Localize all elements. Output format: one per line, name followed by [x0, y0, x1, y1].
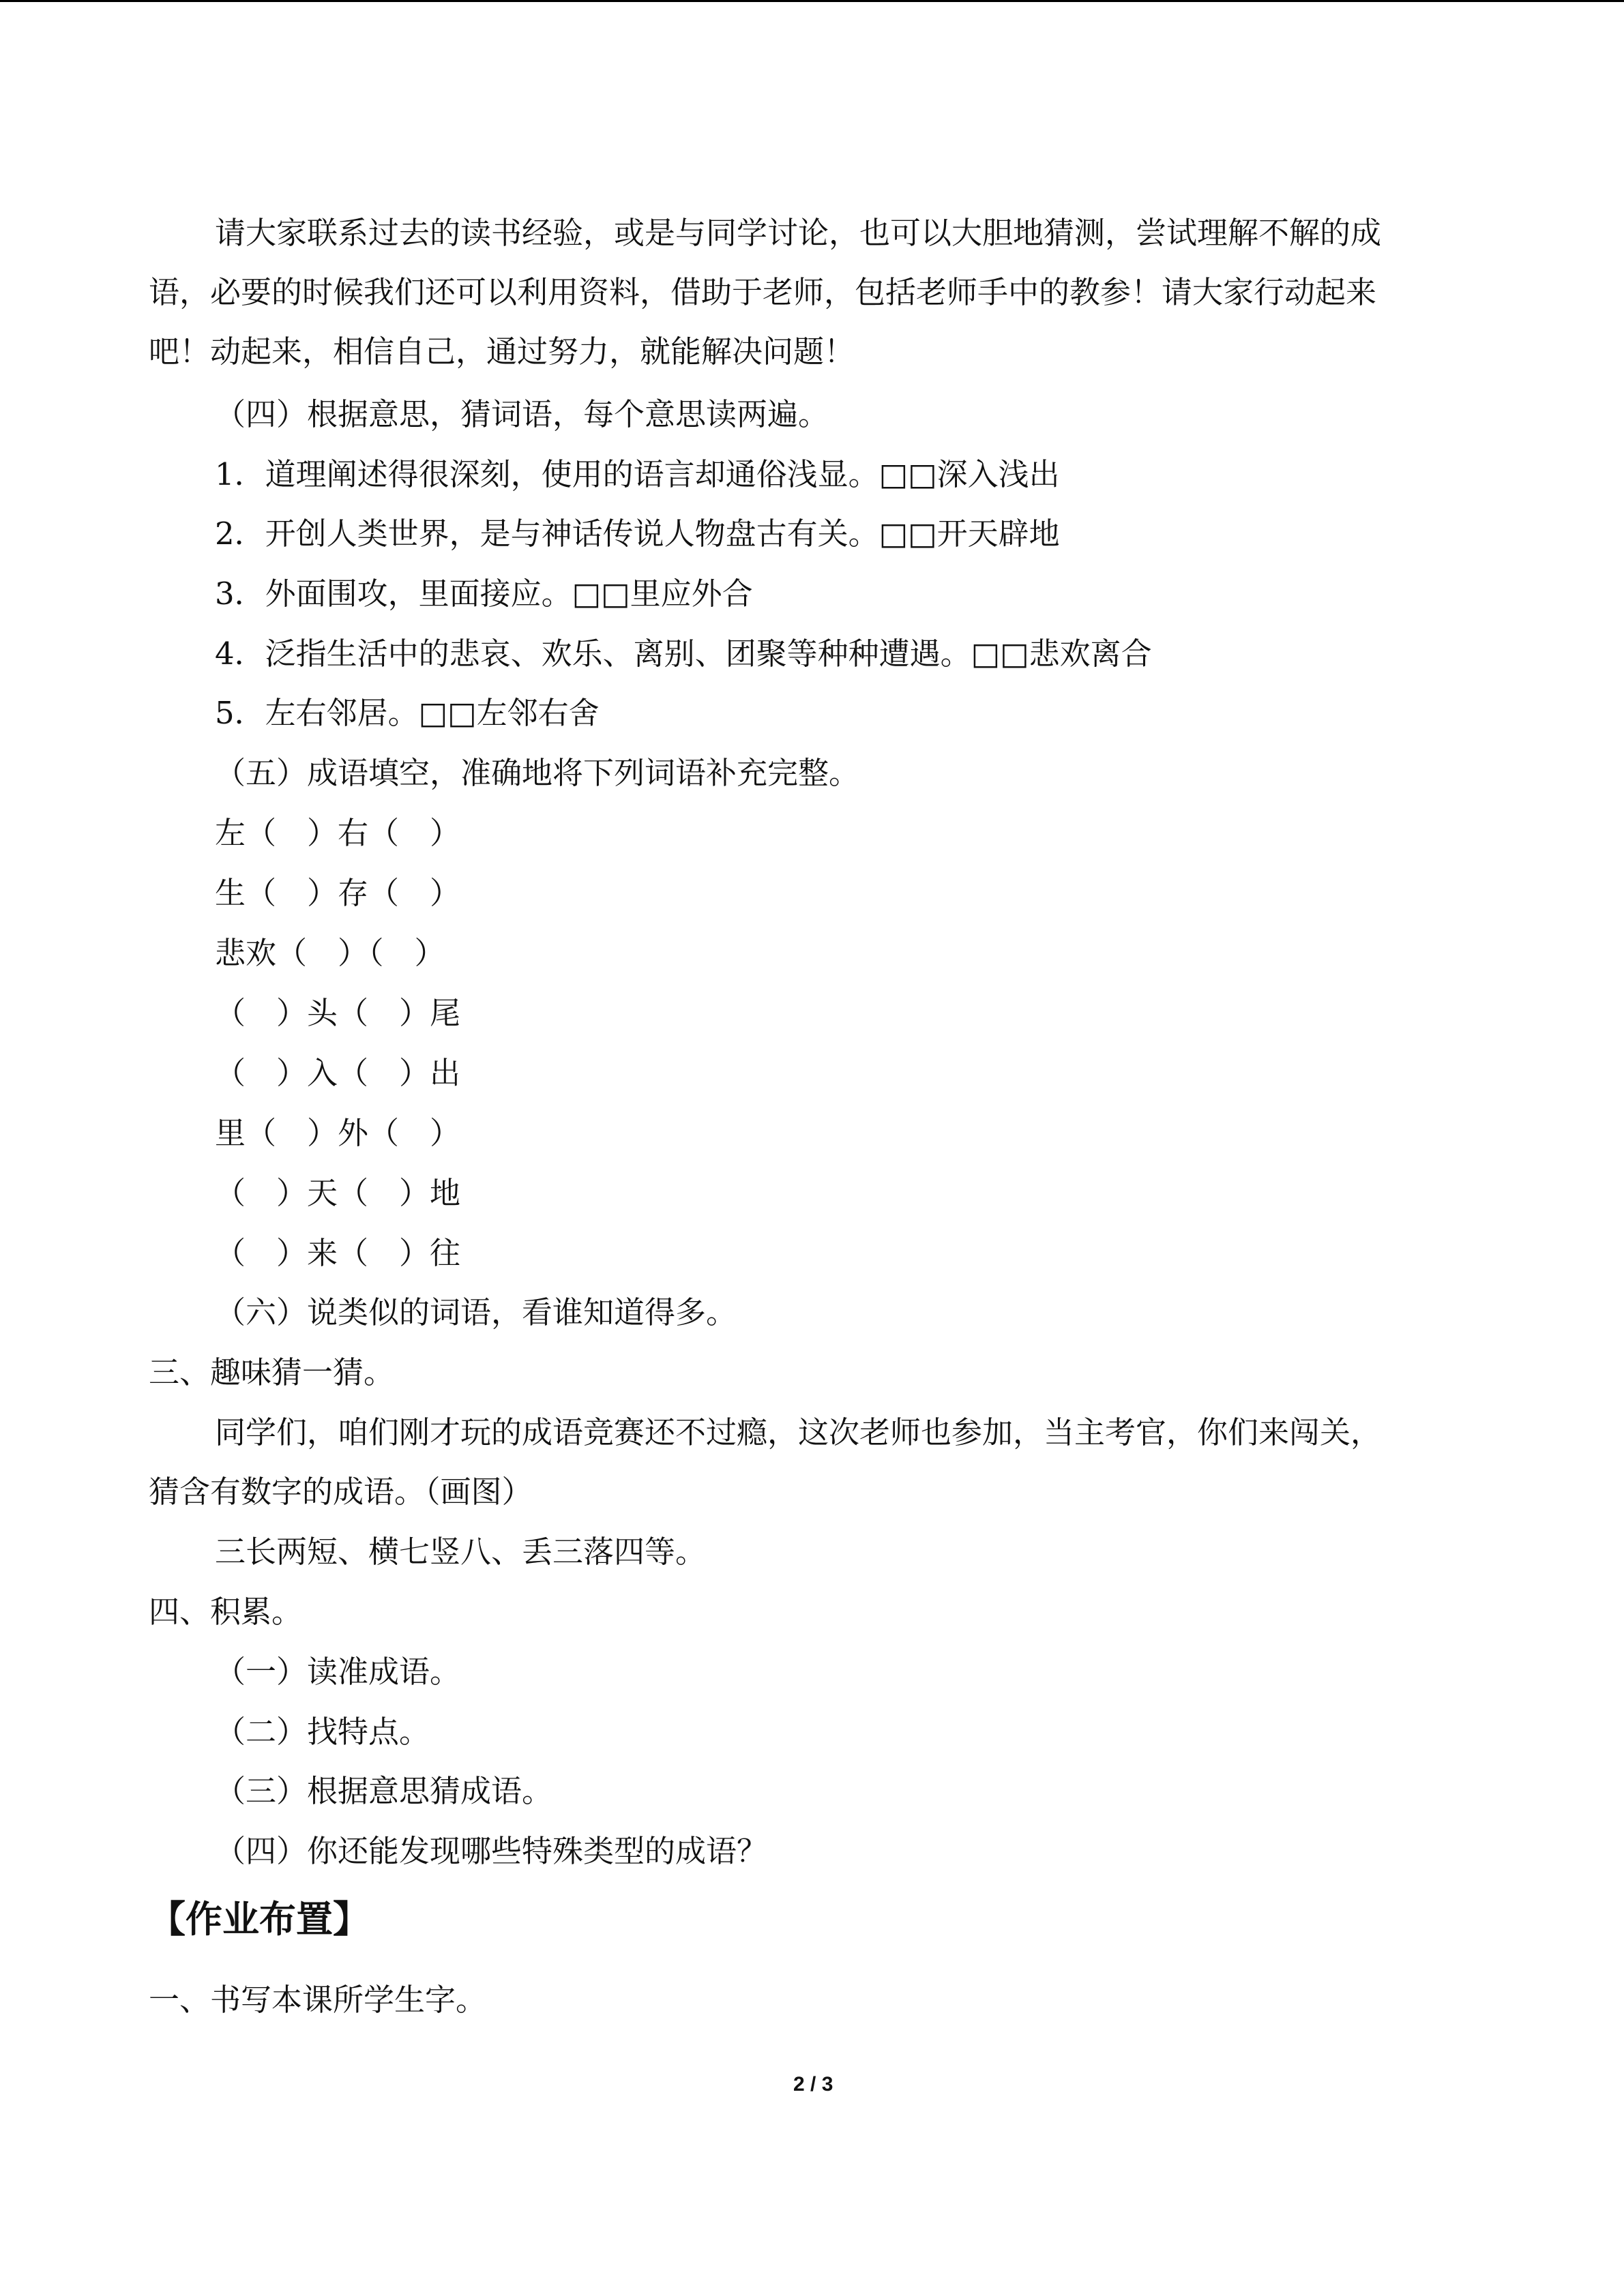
part-title: 四、积累。 — [149, 1594, 303, 1630]
paragraph-line: 语，必要的时候我们还可以利用资料，借助于老师，包括老师手中的教参！请大家行动起来 — [149, 274, 1377, 310]
list-item: 2．开创人类世界，是与神话传说人物盘古有关。□□开天辟地 — [215, 516, 1060, 552]
part-title: 三、趣味猜一猜。 — [149, 1354, 395, 1390]
list-item: 3．外面围攻，里面接应。□□里应外合 — [215, 576, 753, 612]
homework-item: 一、书写本课所学生字。 — [149, 1982, 487, 2018]
fill-blank-item: （ ）头（ ）尾 — [215, 995, 461, 1031]
fill-blank-item: 里（ ）外（ ） — [215, 1115, 461, 1151]
paragraph-line: 请大家联系过去的读书经验，或是与同学讨论，也可以大胆地猜测，尝试理解不解的成 — [215, 215, 1382, 251]
list-item: 4．泛指生活中的悲哀、欢乐、离别、团聚等种种遭遇。□□悲欢离合 — [215, 636, 1152, 672]
section-title: （六）说类似的词语，看谁知道得多。 — [215, 1294, 737, 1330]
section-title: （五）成语填空，准确地将下列词语补充完整。 — [215, 755, 860, 791]
fill-blank-item: 悲欢（ ）（ ） — [215, 935, 445, 971]
list-item: （一）读准成语。 — [215, 1654, 461, 1690]
paragraph-line: 猜含有数字的成语。（画图） — [149, 1474, 533, 1510]
paragraph-line: 吧！动起来，相信自己，通过努力，就能解决问题！ — [149, 333, 855, 370]
section-title: （四）根据意思，猜词语，每个意思读两遍。 — [215, 396, 829, 432]
page-number: 2 / 3 — [793, 2073, 833, 2096]
fill-blank-item: （ ）来（ ）往 — [215, 1235, 461, 1271]
list-item: （四）你还能发现哪些特殊类型的成语？ — [215, 1833, 768, 1869]
list-item: 1．道理阐述得很深刻，使用的语言却通俗浅显。□□深入浅出 — [215, 456, 1060, 492]
fill-blank-item: 左（ ）右（ ） — [215, 815, 461, 851]
list-item: （三）根据意思猜成语。 — [215, 1773, 553, 1809]
list-item: 5．左右邻居。□□左邻右舍 — [215, 695, 600, 731]
fill-blank-item: （ ）天（ ）地 — [215, 1175, 461, 1211]
homework-heading: 【作业布置】 — [149, 1898, 370, 1941]
paragraph-line: 同学们，咱们刚才玩的成语竞赛还不过瘾，这次老师也参加，当主考官，你们来闯关， — [215, 1414, 1382, 1450]
fill-blank-item: （ ）入（ ）出 — [215, 1055, 461, 1091]
fill-blank-item: 生（ ）存（ ） — [215, 875, 461, 911]
paragraph-line: 三长两短、横七竖八、丢三落四等。 — [215, 1534, 707, 1570]
list-item: （二）找特点。 — [215, 1714, 430, 1750]
top-border — [0, 0, 1624, 2]
